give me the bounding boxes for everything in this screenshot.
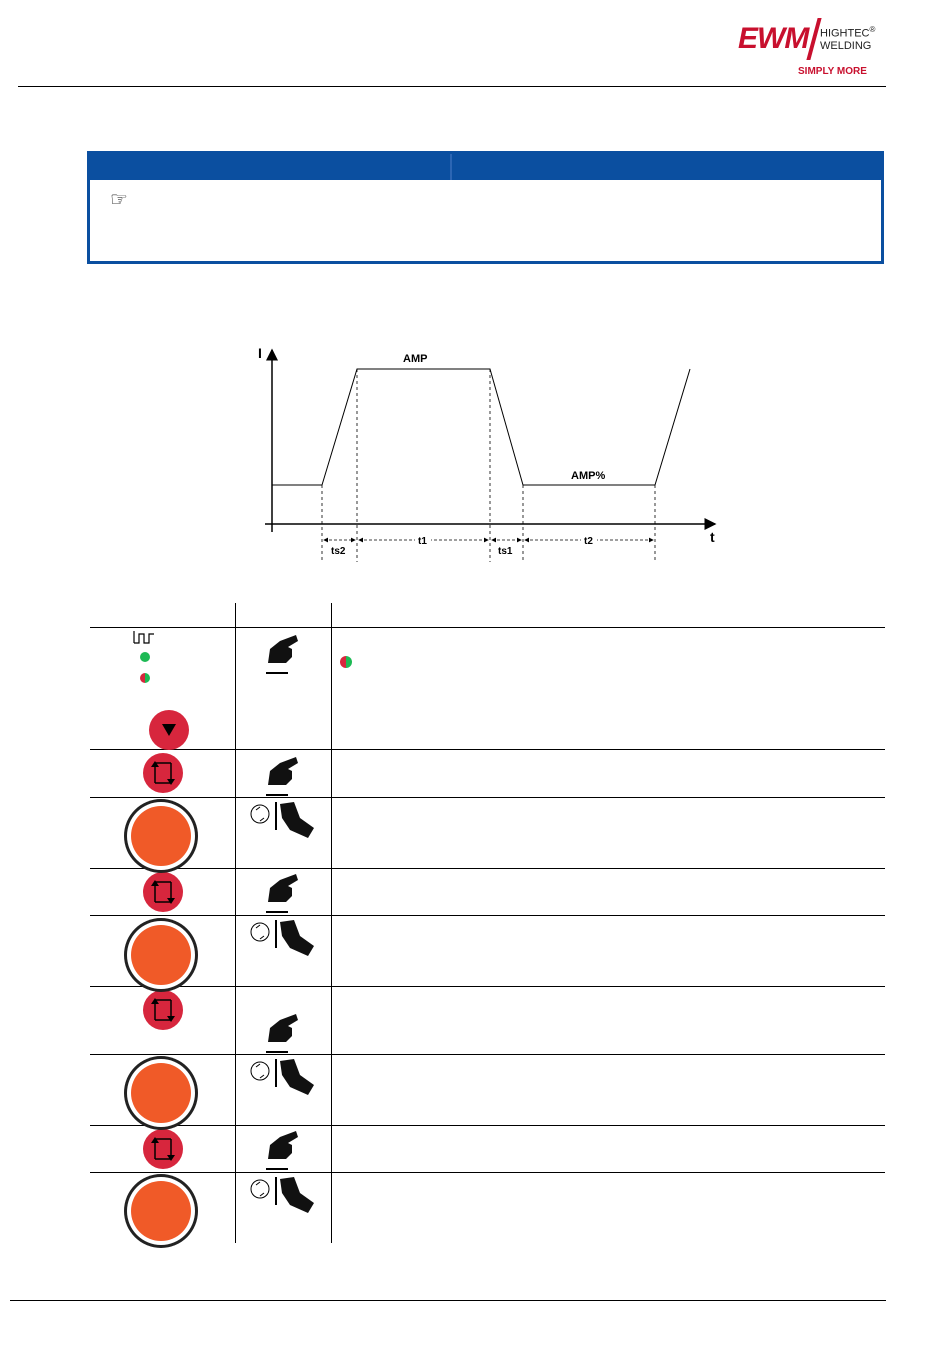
rotary-knob[interactable] [131,806,191,866]
pointing-hand-icon: ☞ [110,189,128,211]
logo-hightec-welding [820,24,875,52]
logo-tagline: SIMPLY MORE [798,66,867,77]
rotary-knob[interactable] [131,1181,191,1241]
toggle-button[interactable] [143,1129,183,1169]
interval-label-ts2: ts2 [331,546,346,557]
logo-line2: WELDING [820,39,872,52]
pulse-symbol-icon [133,630,155,644]
logo-line1: HIGHTEC [820,27,870,40]
notice-header-divider [450,154,452,180]
logo-reg: ® [869,25,876,34]
header-rule [18,86,886,87]
table-row-rule [90,1125,885,1126]
press-icon [262,872,300,916]
cycle-arrows-icon [143,872,183,912]
table-row-rule [90,915,885,916]
cycle-arrows-icon [143,1129,183,1169]
logo-main-text: EWM [738,22,809,55]
interval-label-ts1: ts1 [498,546,513,557]
interval-label-t1: t1 [418,536,427,547]
red-green-indicator-icon [340,656,352,668]
x-axis-label: t [710,529,715,545]
pulse-timing-chart [255,340,725,570]
toggle-button[interactable] [143,753,183,793]
rotary-knob[interactable] [131,925,191,985]
current-waveform [272,369,690,485]
turn-icon [248,1175,318,1215]
press-icon [262,1129,300,1173]
turn-icon [248,1057,318,1097]
notice-header-bar [90,154,881,180]
table-row-rule [90,868,885,869]
table-row-rule [90,797,885,798]
press-icon [262,755,300,799]
press-icon [262,633,300,677]
table-row-rule [90,749,885,750]
table-col-divider-1 [235,603,236,1243]
press-icon [262,1012,300,1056]
level-label-amp: AMP [403,353,428,365]
cycle-arrows-icon [143,753,183,793]
notice-box [87,151,884,264]
table-row-rule [90,1054,885,1055]
down-triangle-icon [149,710,189,750]
toggle-button[interactable] [143,990,183,1030]
table-col-divider-2 [331,603,332,1243]
green-indicator-icon [140,652,150,662]
turn-icon [248,800,318,840]
interval-label-t2: t2 [584,536,593,547]
table-row-rule [90,986,885,987]
table-row-rule [90,1172,885,1173]
cycle-arrows-icon [143,990,183,1030]
y-axis-label: I [258,345,262,361]
table-header-rule [90,627,885,628]
red-green-indicator-icon [140,673,150,683]
rotary-knob[interactable] [131,1063,191,1123]
turn-icon [248,918,318,958]
toggle-button[interactable] [143,872,183,912]
footer-rule [10,1300,886,1301]
down-button[interactable] [149,710,189,750]
level-label-amp-percent: AMP% [571,470,606,482]
ewm-logo [738,16,888,78]
interval-guides [322,369,655,562]
